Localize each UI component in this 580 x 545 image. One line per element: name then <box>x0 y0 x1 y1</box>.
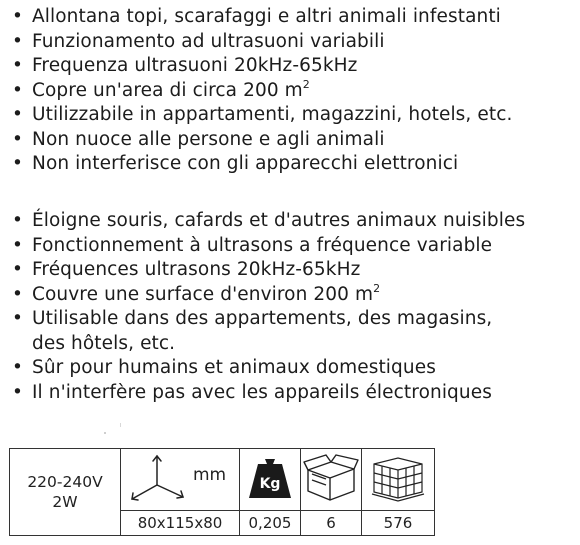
list-item: • Utilizzabile in appartamenti, magazzini, hotels, etc. <box>12 104 513 125</box>
list-item: • Couvre une surface d'environ 200 $m^2$ <box>12 281 381 305</box>
weight-icon-label: Kg <box>259 475 281 492</box>
list-item: • Frequenza ultrasuoni 20kHz-65kHz <box>12 55 358 76</box>
list-item: • Non nuoce alle persone e agli animali <box>12 128 385 150</box>
superscript: 2 <box>302 77 310 91</box>
per-box-value: 6 <box>301 511 362 536</box>
list-item: • Utilisable dans des appartements, des magasins, des hôtels, etc. <box>10 307 525 356</box>
weight-header-cell <box>240 449 301 511</box>
dimensions-header-cell <box>121 449 240 511</box>
pallet-icon <box>368 454 428 502</box>
list-item: • Funzionamento ad ultrasuoni variabili <box>12 30 385 52</box>
wattage: 2W <box>52 493 78 511</box>
list-item: • Fréquences ultrasons 20kHz-65kHz <box>12 259 361 280</box>
list-item: • Allontana topi, scarafaggi e altri animali infestanti <box>12 6 501 27</box>
power-cell <box>10 449 121 536</box>
per-pallet-value: 576 <box>362 511 435 536</box>
weight-value: 0,205 <box>240 511 301 536</box>
list-item: • Fonctionnement à ultrasons a fréquence variable <box>12 234 493 256</box>
scan-speck <box>120 423 121 427</box>
french-feature-list <box>10 209 525 405</box>
spec-table <box>9 448 435 536</box>
pallet-header-cell <box>362 449 435 511</box>
box-icon <box>302 454 360 502</box>
superscript: 2 <box>373 281 381 295</box>
box-header-cell <box>301 449 362 511</box>
italian-feature-list <box>10 5 512 177</box>
list-item: • Éloigne souris, cafards et d'autres animaux nuisibles <box>12 210 526 231</box>
dimension-arrows-icon <box>125 453 189 505</box>
table-row <box>10 449 435 511</box>
list-item: • Il n'interfère pas avec les appareils électroniques <box>12 381 492 403</box>
list-item: • Non interferisce con gli apparecchi elettronici <box>12 153 459 174</box>
voltage: 220-240V <box>27 473 103 491</box>
dimensions-unit: mm <box>193 465 227 485</box>
scan-speck <box>104 432 106 434</box>
list-item-continuation: des hôtels, etc. <box>32 332 176 354</box>
list-item: • Copre un'area di circa 200 $m^2$ <box>12 77 310 101</box>
dimensions-value: 80x115x80 <box>121 511 240 536</box>
list-item: • Sûr pour humains et animaux domestiques <box>12 357 436 378</box>
weight-icon <box>245 454 295 502</box>
